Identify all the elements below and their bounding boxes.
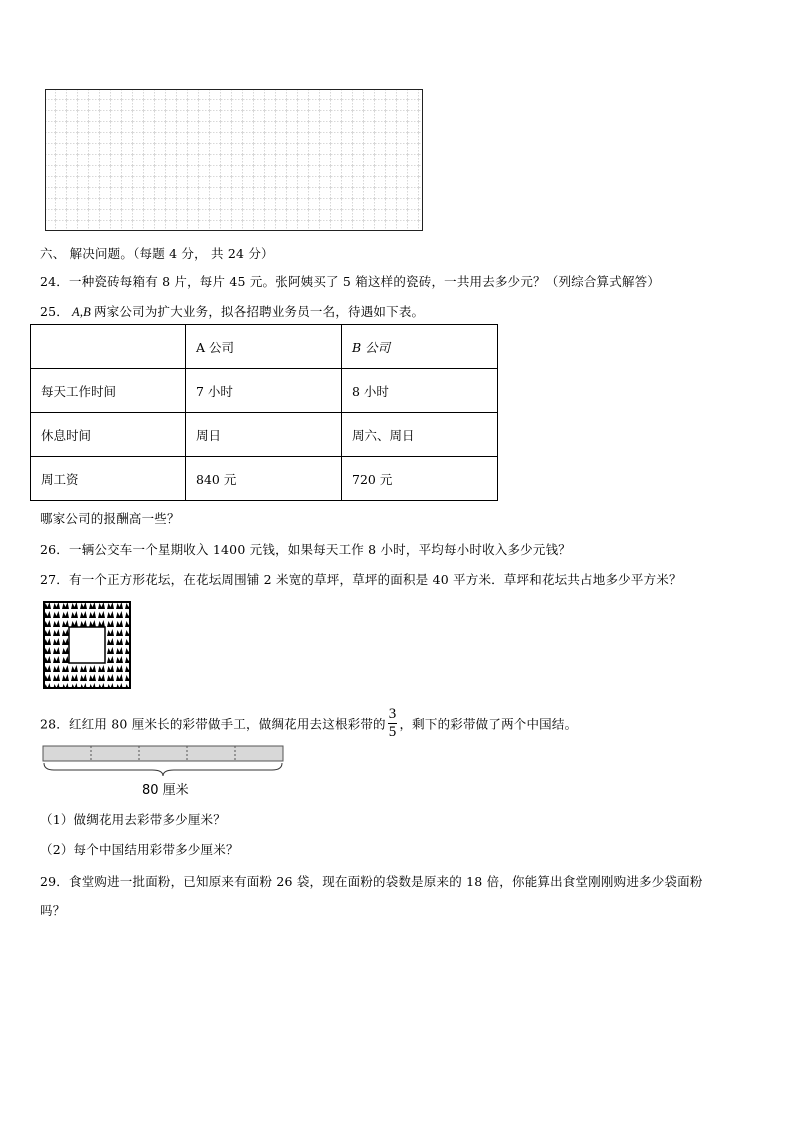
- company-b-label: B 公司: [352, 339, 391, 355]
- question-29: 29．食堂购进一批面粉，已知原来有面粉 26 袋，现在面粉的袋数是原来的 18 倍，你能算出食堂刚刚购进多少袋面粉: [40, 874, 703, 889]
- table-row: [31, 457, 498, 501]
- table-header-cell: [342, 325, 498, 369]
- comparison-table: [30, 324, 498, 501]
- fraction-denominator: 5: [388, 724, 397, 740]
- table-row: [31, 369, 498, 413]
- question-28-text-after: ，剩下的彩带做了两个中国结。: [399, 716, 578, 732]
- question-27: 27．有一个正方形花坛，在花坛周围铺 2 米宽的草坪，草坪的面积是 40 平方米．草坪和花坛共占地多少平方米？: [40, 572, 682, 587]
- question-25-companies: A,B: [72, 305, 92, 319]
- table-cell: 7 小时: [186, 369, 342, 413]
- flowerbed-figure: [43, 601, 131, 689]
- table-cell: 周六、周日: [342, 413, 498, 457]
- question-25-text: 两家公司为扩大业务，拟各招聘业务员一名，待遇如下表。: [94, 304, 425, 319]
- question-25: [40, 302, 424, 320]
- table-cell: 840 元: [186, 457, 342, 501]
- table-cell: 每天工作时间: [31, 369, 186, 413]
- question-28-part-2: （2）每个中国结用彩带多少厘米？: [40, 842, 239, 857]
- question-28: [40, 706, 577, 741]
- question-29-continued: 吗？: [40, 903, 66, 918]
- table-header-cell: [31, 325, 186, 369]
- question-26: 26．一辆公交车一个星期收入 1400 元钱，如果每天工作 8 小时，平均每小时收入多少元钱？: [40, 542, 571, 557]
- fraction-numerator: 3: [388, 706, 397, 722]
- table-header-row: [31, 325, 498, 369]
- question-28-text-before: 28．红红用 80 厘米长的彩带做手工，做绸花用去这根彩带的: [40, 716, 386, 732]
- question-25-prefix: 25．: [40, 304, 70, 319]
- table-cell: 休息时间: [31, 413, 186, 457]
- ribbon-length-label: 80 厘米: [142, 783, 189, 798]
- table-header-cell: A 公司: [186, 325, 342, 369]
- table-cell: 周工资: [31, 457, 186, 501]
- question-28-part-1: （1）做绸花用去彩带多少厘米？: [40, 812, 226, 827]
- section-heading: 六、 解决问题。（每题 4 分， 共 24 分）: [40, 246, 274, 261]
- question-24: 24．一种瓷砖每箱有 8 片，每片 45 元。张阿姨买了 5 箱这样的瓷砖，一共用去多少元？（列综合算式解答）: [40, 274, 661, 289]
- table-cell: 8 小时: [342, 369, 498, 413]
- question-25-ask: 哪家公司的报酬高一些？: [40, 511, 180, 526]
- table-cell: 周日: [186, 413, 342, 457]
- table-row: [31, 413, 498, 457]
- fraction-three-fifths: [388, 706, 398, 741]
- dotted-grid: [45, 89, 423, 231]
- table-cell: 720 元: [342, 457, 498, 501]
